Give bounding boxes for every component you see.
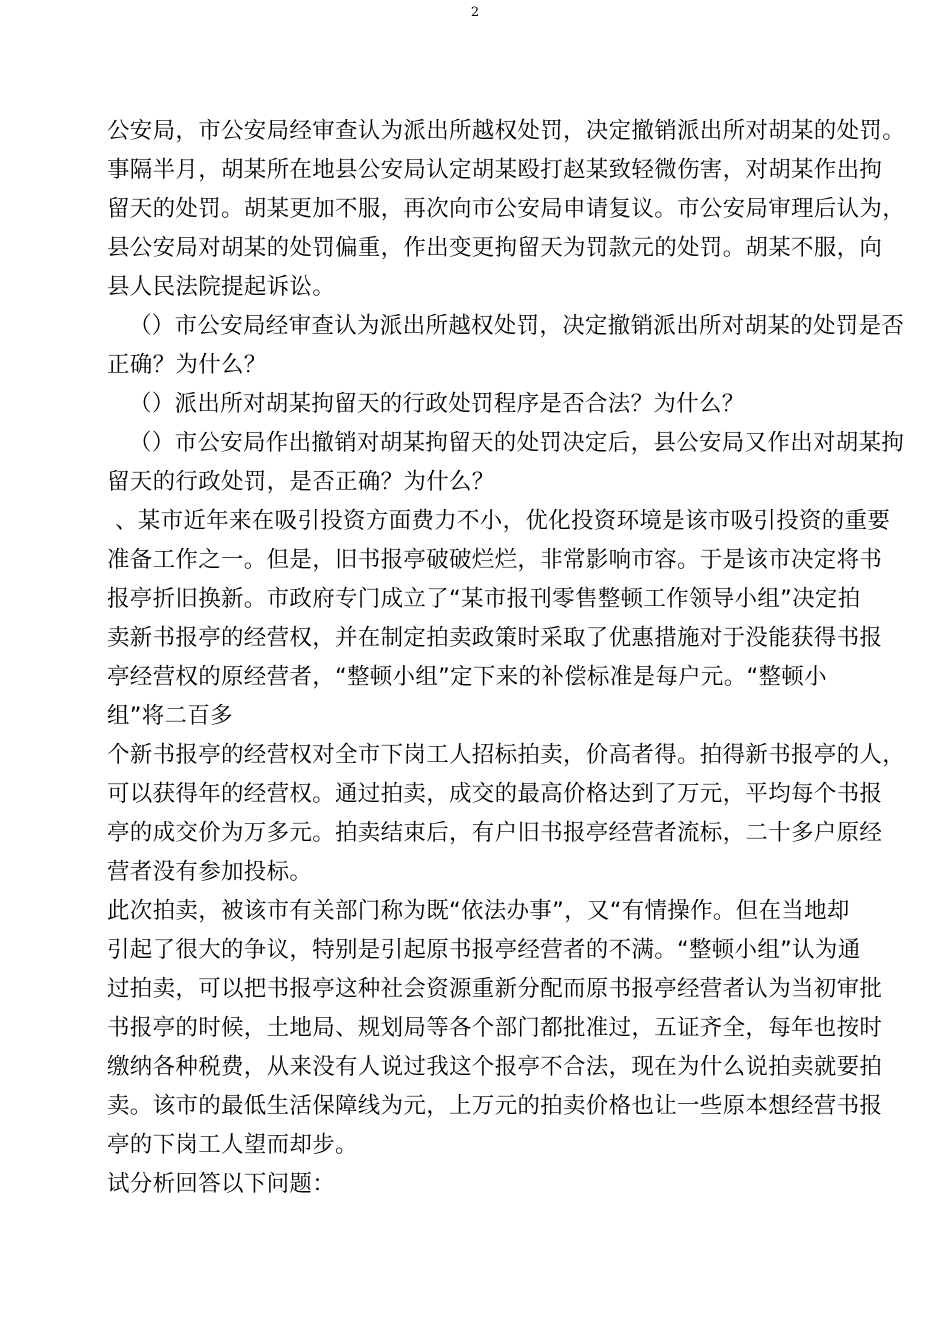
question-line: （）派出所对胡某拘留天的行政处罚程序是否合法？为什么？ bbox=[129, 391, 745, 417]
text-line: 县公安局对胡某的处罚偏重，作出变更拘留天为罚款元的处罚。胡某不服，向 bbox=[107, 235, 883, 261]
text-line: 过拍卖，可以把书报亭这种社会资源重新分配而原书报亭经营者认为当初审批 bbox=[107, 976, 883, 1002]
text-line: 此次拍卖，被该市有关部门称为既“依法办事”，又“有情操作。但在当地却 bbox=[107, 898, 850, 924]
text-line: 报亭折旧换新。市政府专门成立了“某市报刊零售整顿工作领导小组”决定拍 bbox=[107, 586, 861, 612]
text-line: 事隔半月，胡某所在地县公安局认定胡某殴打赵某致轻微伤害，对胡某作出拘 bbox=[107, 157, 883, 183]
text-line: 卖。该市的最低生活保障线为元，上万元的拍卖价格也让一些原本想经营书报 bbox=[107, 1093, 883, 1119]
text-line: 卖新书报亭的经营权，并在制定拍卖政策时采取了优惠措施对于没能获得书报 bbox=[107, 625, 883, 651]
text-line: 试分析回答以下问题： bbox=[107, 1171, 336, 1197]
text-line: 公安局，市公安局经审查认为派出所越权处罚，决定撤销派出所对胡某的处罚。 bbox=[107, 118, 906, 144]
text-line: 可以获得年的经营权。通过拍卖，成交的最高价格达到了万元，平均每个书报 bbox=[107, 781, 883, 807]
text-line: 书报亭的时候，土地局、规划局等各个部门都批准过，五证齐全，每年也按时 bbox=[107, 1015, 883, 1041]
text-line: 亭的下岗工人望而却步。 bbox=[107, 1132, 358, 1158]
text-line: 引起了很大的争议，特别是引起原书报亭经营者的不满。“整顿小组”认为通 bbox=[107, 937, 861, 963]
text-line: 个新书报亭的经营权对全市下岗工人招标拍卖，价高者得。拍得新书报亭的人， bbox=[107, 742, 906, 768]
text-line: 正确？为什么？ bbox=[107, 352, 267, 378]
text-line: 组”将二百多 bbox=[107, 703, 233, 729]
text-line: 亭的成交价为万多元。拍卖结束后，有户旧书报亭经营者流标，二十多户原经 bbox=[107, 820, 883, 846]
question-line: （）市公安局作出撤销对胡某拘留天的处罚决定后，县公安局又作出对胡某拘 bbox=[129, 430, 905, 456]
text-line: 县人民法院提起诉讼。 bbox=[107, 274, 336, 300]
text-line: 留天的处罚。胡某更加不服，再次向市公安局申请复议。市公安局审理后认为， bbox=[107, 196, 906, 222]
text-line: 留天的行政处罚，是否正确？为什么？ bbox=[107, 469, 495, 495]
text-line: 缴纳各种税费，从来没有人说过我这个报亭不合法，现在为什么说拍卖就要拍 bbox=[107, 1054, 883, 1080]
text-line: 准备工作之一。但是，旧书报亭破破烂烂，非常影响市容。于是该市决定将书 bbox=[107, 547, 883, 573]
text-line: 亭经营权的原经营者，“整顿小组”定下来的补偿标准是每户元。“整顿小 bbox=[107, 664, 827, 690]
body-text bbox=[107, 112, 906, 1204]
case-start-line: 、某市近年来在吸引投资方面费力不小，优化投资环境是该市吸引投资的重要 bbox=[115, 508, 891, 534]
text-line: 营者没有参加投标。 bbox=[107, 859, 313, 885]
page-number: 2 bbox=[470, 5, 480, 20]
question-line: （）市公安局经审查认为派出所越权处罚，决定撤销派出所对胡某的处罚是否 bbox=[129, 313, 905, 339]
